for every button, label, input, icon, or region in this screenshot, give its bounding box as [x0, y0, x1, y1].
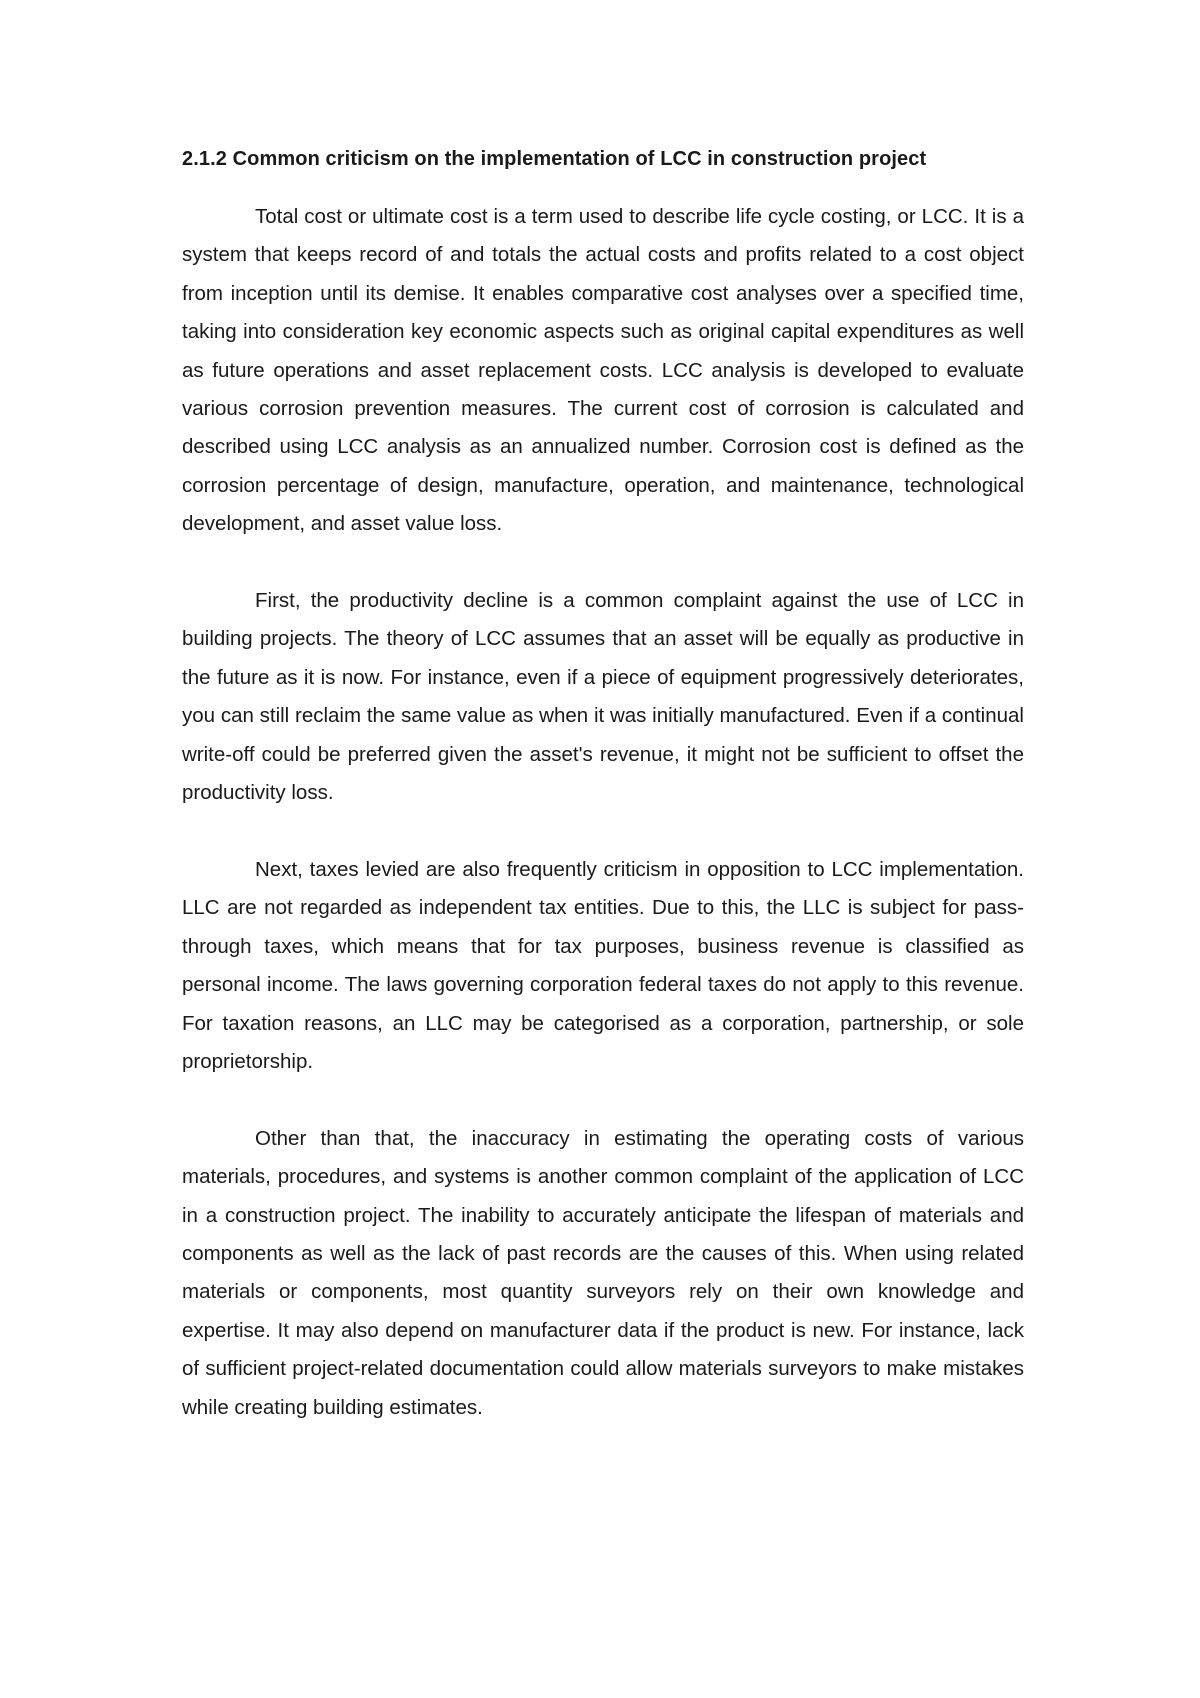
document-body: [182, 140, 1024, 1465]
paragraph-productivity-decline: First, the productivity decline is a common complaint against the use of LCC in building projects. The theory of LCC assumes that an asset will be equally as productive in the future as it is now. For instance, even if a piece of equipment progressively deteriorates, you can still reclaim the same value as when it was initially manufactured. Even if a continual write-off could be preferred given the asset's revenue, it might not be sufficient to offset the productivity loss.: [182, 589, 1024, 805]
paragraph-lcc-definition: Total cost or ultimate cost is a term used to describe life cycle costing, or LCC. It is a system that keeps record of and totals the actual costs and profits related to a cost object from inception until its demise. It enables comparative cost analyses over a specified time, taking into consideration key economic aspects such as original capital expenditures as well as future operations and asset replacement costs. LCC analysis is developed to evaluate various corrosion prevention measures. The current cost of corrosion is calculated and described using LCC analysis as an annualized number. Corrosion cost is defined as the corrosion percentage of design, manufacture, operation, and maintenance, technological development, and asset value loss.: [182, 205, 1024, 536]
paragraph-taxes-levied: Next, taxes levied are also frequently criticism in opposition to LCC implementation. LLC are not regarded as independent tax entities. Due to this, the LLC is subject for pass-through taxes, which means that for tax purposes, business revenue is classified as personal income. The laws governing corporation federal taxes do not apply to this revenue. For taxation reasons, an LLC may be categorised as a corporation, partnership, or sole proprietorship.: [182, 857, 1024, 1073]
paragraph-cost-estimation-inaccuracy: Other than that, the inaccuracy in estimating the operating costs of various materials, procedures, and systems is another common complaint of the application of LCC in a construction project. The inability to accurately anticipate the lifespan of materials and components as well as the lack of past records are the causes of this. When using related materials or components, most quantity surveyors rely on their own knowledge and expertise. It may also depend on manufacturer data if the product is new. For instance, lack of sufficient project-related documentation could allow materials surveyors to make mistakes while creating building estimates.: [182, 1126, 1024, 1419]
section-heading: 2.1.2 Common criticism on the implementation of LCC in construction project: [182, 148, 927, 170]
